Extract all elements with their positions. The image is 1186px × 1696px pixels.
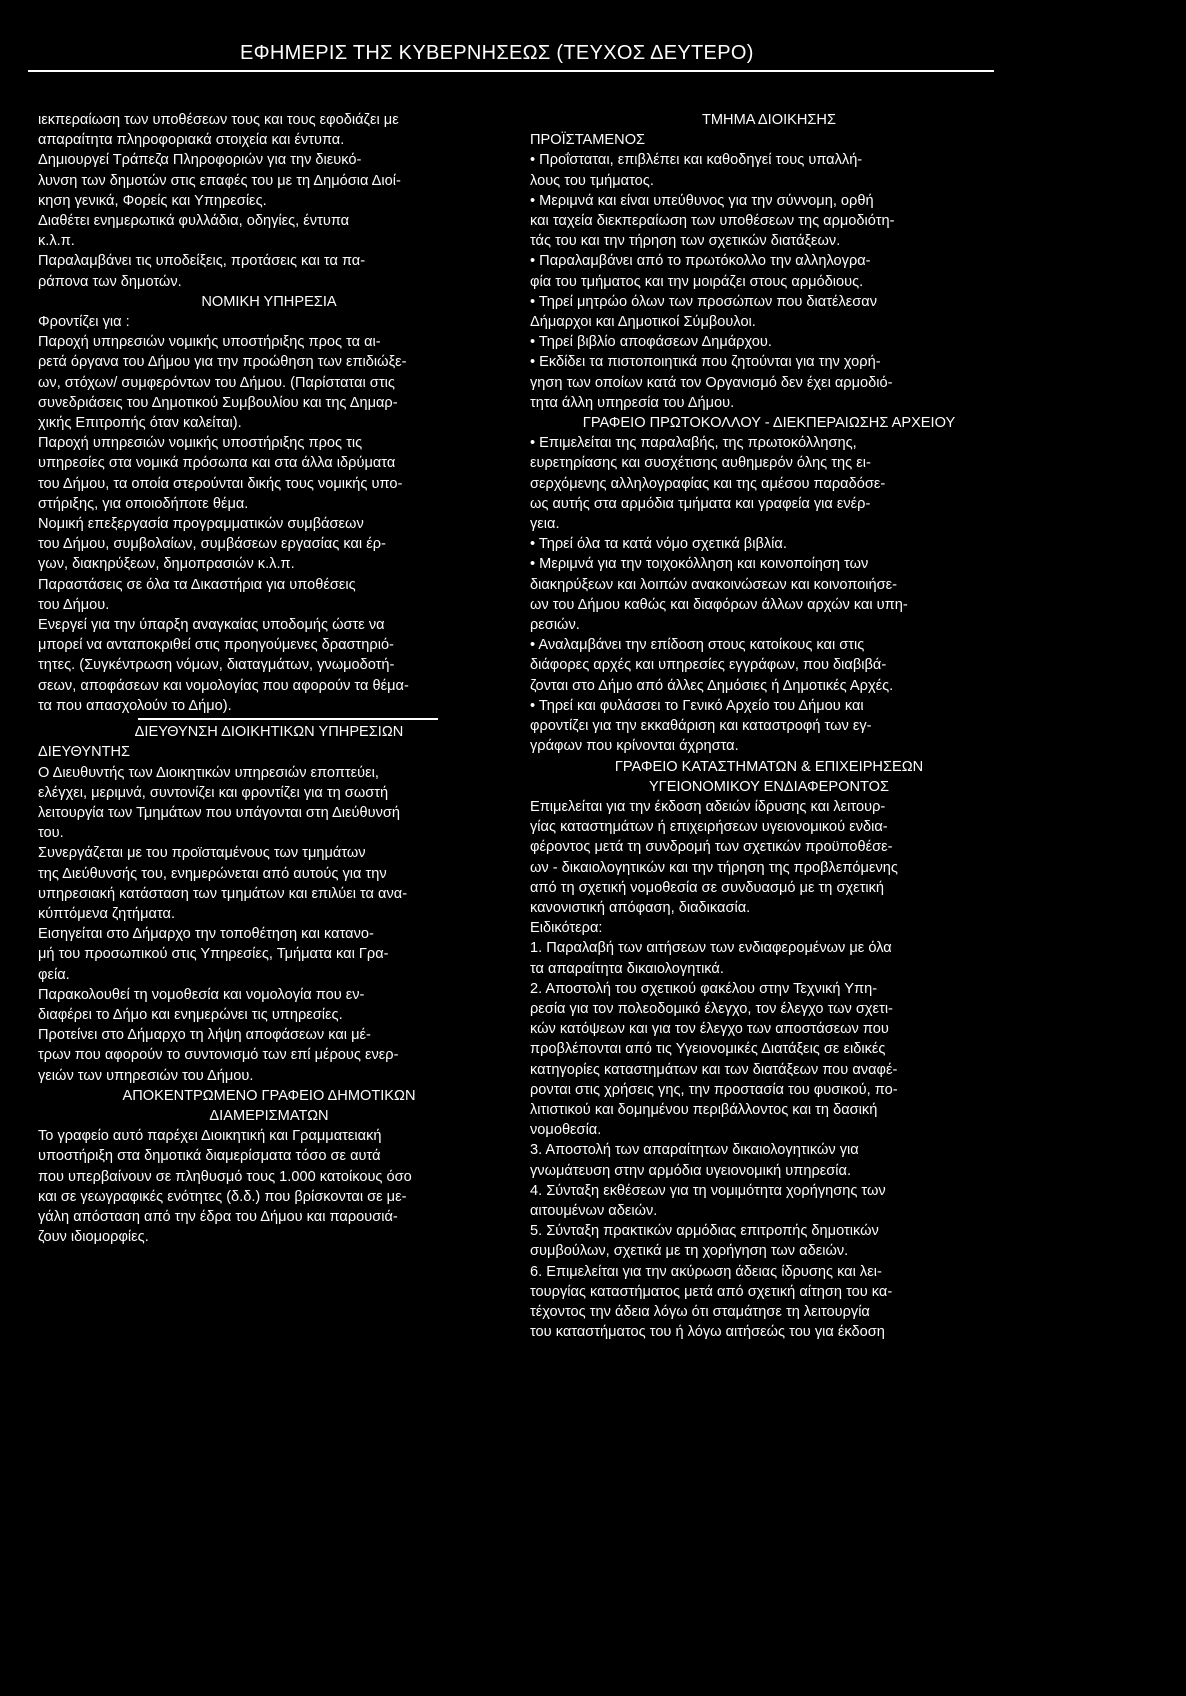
text-line: τητα άλλη υπηρεσία του Δήμου. xyxy=(530,394,735,411)
text-line: νομοθεσία. xyxy=(530,1122,602,1139)
text-line: Ενεργεί για την ύπαρξη αναγκαίας υποδομής ώστε να xyxy=(38,617,385,634)
text-line: ζονται στο Δήμο από άλλες Δημόσιες ή Δημοτικές Αρχές. xyxy=(530,677,894,694)
text-line: κηση γενικά, Φορείς και Υπηρεσίες. xyxy=(38,192,267,209)
text-line: λειτουργία των Τμημάτων που υπάγονται στη Διεύθυνσή xyxy=(38,804,401,821)
text-line: σεων, αποφάσεων και νομολογίας που αφορούν τα θέμα- xyxy=(38,677,409,694)
text-line: φροντίζει για την εκκαθάριση και καταστροφή των εγ- xyxy=(530,718,872,735)
text-line: προβλέπονται από τις Υγειονομικές Διατάξεις σε ειδικές xyxy=(530,1041,886,1058)
text-line: κ.λ.π. xyxy=(38,233,75,250)
text-line: ων του Δήμου καθώς και διαφόρων άλλων αρχών και υπη- xyxy=(530,596,908,613)
text-line: • Επιμελείται της παραλαβής, της πρωτοκόλλησης, xyxy=(530,435,857,452)
text-line: ΠΡΟΪΣΤΑΜΕΝΟΣ xyxy=(530,132,646,149)
text-line: Νομική επεξεργασία προγραμματικών συμβάσεων xyxy=(38,516,364,533)
text-line: Δήμαρχοι και Δημοτικοί Σύμβουλοι. xyxy=(530,314,756,331)
text-line: τρων που αφορούν το συντονισμό των επί μέρους ενερ- xyxy=(38,1047,399,1064)
text-line: Παραλαμβάνει τις υποδείξεις, προτάσεις και τα πα- xyxy=(38,253,366,270)
text-line: 1. Παραλαβή των αιτήσεων των ενδιαφερομένων με όλα xyxy=(530,940,892,957)
text-line: • Μεριμνά για την τοιχοκόλληση και κοινοποίηση των xyxy=(530,556,869,573)
text-line: 2. Αποστολή του σχετικού φακέλου στην Τεχνική Υπη- xyxy=(530,980,878,997)
text-line: του. xyxy=(38,825,64,842)
text-line: Προτείνει στο Δήμαρχο τη λήψη αποφάσεων και μέ- xyxy=(38,1027,371,1044)
text-line: του Δήμου. xyxy=(38,596,110,613)
text-line: ρονται στις χρήσεις γης, την προστασία του φυσικού, πο- xyxy=(530,1081,898,1098)
text-line: του Δήμου, τα οποία στερούνται δικής τους νομικής υπο- xyxy=(38,475,403,492)
text-line: Εισηγείται στο Δήμαρχο την τοποθέτηση και κατανο- xyxy=(38,926,374,943)
text-line: ρετά όργανα του Δήμου για την προώθηση των επιδιώξε- xyxy=(38,354,407,371)
text-line: του Δήμου, συμβολαίων, συμβάσεων εργασίας και έρ- xyxy=(38,536,386,553)
section-heading: ΥΓΕΙΟΝΟΜΙΚΟΥ ΕΝΔΙΑΦΕΡΟΝΤΟΣ xyxy=(648,778,890,795)
text-line: γάλη απόσταση από την έδρα του Δήμου και παρουσιά- xyxy=(38,1208,398,1225)
text-line: τητες. (Συγκέντρωση νόμων, διαταγμάτων, γνωμοδοτή- xyxy=(38,657,395,674)
text-line: 6. Επιμελείται για την ακύρωση άδειας ίδρυσης και λει- xyxy=(530,1263,882,1280)
text-line: μή του προσωπικού στις Υπηρεσίες, Τμήματα και Γρα- xyxy=(38,946,389,963)
text-line: διάφορες αρχές και υπηρεσίες εγγράφων, που διαβιβά- xyxy=(530,657,887,674)
text-line: Διαθέτει ενημερωτικά φυλλάδια, οδηγίες, έντυπα xyxy=(38,213,350,230)
text-line: • Προΐσταται, επιβλέπει και καθοδηγεί τους υπαλλή- xyxy=(530,152,863,169)
text-line: γειών των υπηρεσιών του Δήμου. xyxy=(38,1067,254,1084)
page-header xyxy=(0,40,1186,74)
text-line: φία του τμήματος και την μοιράζει στους αρμόδιους. xyxy=(530,273,864,290)
text-line: κατηγορίες καταστημάτων και των διατάξεων που αναφέ- xyxy=(530,1061,898,1078)
text-line: ως αυτής στα αρμόδια τμήματα και γραφεία για ενέρ- xyxy=(530,495,871,512)
text-line: ελέγχει, μεριμνά, συντονίζει και φροντίζει για τη σωστή xyxy=(38,784,389,801)
text-line: Ο Διευθυντής των Διοικητικών υπηρεσιών εποπτεύει, xyxy=(38,764,379,781)
section-heading: ΓΡΑΦΕΙΟ ΠΡΩΤΟΚΟΛΛΟΥ - ΔΙΕΚΠΕΡΑΙΩΣΗΣ ΑΡΧΕΙΟΥ xyxy=(582,415,956,432)
text-line: Ειδικότερα: xyxy=(530,920,603,937)
text-line: Παροχή υπηρεσιών νομικής υποστήριξης προς τις xyxy=(38,435,363,452)
page-title: ΕΦΗΜΕΡΙΣ ΤΗΣ ΚΥΒΕΡΝΗΣΕΩΣ (ΤΕΥΧΟΣ ΔΕΥΤΕΡΟ) xyxy=(240,42,754,64)
text-line: κών κατόψεων και για τον έλεγχο των αποστάσεων που xyxy=(530,1021,889,1038)
text-line: λους του τμήματος. xyxy=(530,172,654,189)
text-line: γηση των οποίων κατά τον Οργανισμό δεν έχει αρμοδιό- xyxy=(530,374,893,391)
text-line: ρεσιών. xyxy=(530,617,580,634)
text-line: από τη σχετική νομοθεσία σε συνδυασμό με τη σχετική xyxy=(530,879,885,896)
text-line: • Αναλαμβάνει την επίδοση στους κατοίκους και στις xyxy=(530,637,865,654)
text-line: που υπερβαίνουν σε πληθυσμό τους 1.000 κατοίκους όσο xyxy=(38,1168,412,1185)
text-line: τέχοντος την άδεια λόγω ότι σταμάτησε τη λειτουργία xyxy=(530,1303,870,1320)
text-line: διακηρύξεων και λοιπών ανακοινώσεων και κοινοποιήσε- xyxy=(530,576,898,593)
section-heading: ΝΟΜΙΚΗ ΥΠΗΡΕΣΙΑ xyxy=(201,293,337,310)
text-line: Φροντίζει για : xyxy=(38,314,130,331)
section-heading: ΤΜΗΜΑ ΔΙΟΙΚΗΣΗΣ xyxy=(701,112,836,128)
text-line: κανονιστική απόφαση, διαδικασία. xyxy=(530,899,751,916)
text-line: τάς του και την τήρηση των σχετικών διατάξεων. xyxy=(530,233,841,250)
text-line: φεία. xyxy=(38,966,70,983)
text-line: διαφέρει το Δήμο και ενημερώνει τις υπηρεσίες. xyxy=(38,1006,343,1023)
section-heading: ΓΡΑΦΕΙΟ ΚΑΤΑΣΤΗΜΑΤΩΝ & ΕΠΙΧΕΙΡΗΣΕΩΝ xyxy=(614,758,924,775)
left-column xyxy=(38,110,500,1247)
header-rule xyxy=(28,70,994,72)
section-rule xyxy=(138,718,438,720)
text-line: της Διεύθυνσής του, ενημερώνεται από αυτούς για την xyxy=(38,865,387,882)
section-heading: ΑΠΟΚΕΝΤΡΩΜΕΝΟ ΓΡΑΦΕΙΟ ΔΗΜΟΤΙΚΩΝ xyxy=(122,1087,416,1104)
text-line: ων - δικαιολογητικών και την τήρηση της προβλεπόμενης xyxy=(530,859,898,876)
text-line: • Μεριμνά και είναι υπεύθυνος για την σύννομη, ορθή xyxy=(530,192,874,209)
text-line: χικής Επιτροπής όταν καλείται). xyxy=(38,415,242,432)
text-line: Παρακολουθεί τη νομοθεσία και νομολογία που εν- xyxy=(38,986,365,1003)
text-line: στήριξης, για οποιοδήποτε θέμα. xyxy=(38,495,249,512)
text-line: • Τηρεί και φυλάσσει το Γενικό Αρχείο του Δήμου και xyxy=(530,697,864,714)
text-line: σερχόμενης αλληλογραφίας και της αμέσου παραδόσε- xyxy=(530,475,886,492)
section-heading: ΔΙΕΥΘΥΝΣΗ ΔΙΟΙΚΗΤΙΚΩΝ ΥΠΗΡΕΣΙΩΝ xyxy=(134,724,404,741)
text-line: υπηρεσιακή κατάσταση των τμημάτων και επιλύει τα ανα- xyxy=(38,885,408,902)
text-line: κύπτόμενα ζητήματα. xyxy=(38,905,175,922)
text-line: και ταχεία διεκπεραίωση των υποθέσεων της αρμοδιότη- xyxy=(530,213,895,230)
text-line: μπορεί να ανταποκριθεί στις προηγούμενες δραστηριό- xyxy=(38,637,394,654)
text-line: φέροντος μετά τη συνδρομή των σχετικών προϋποθέσε- xyxy=(530,839,893,856)
text-line: γίας καταστημάτων ή επιχειρήσεων υγειονομικού ενδια- xyxy=(530,819,888,836)
text-line: ζουν ιδιομορφίες. xyxy=(38,1229,149,1246)
text-line: • Τηρεί όλα τα κατά νόμο σχετικά βιβλία. xyxy=(530,536,787,553)
text-line: ων, στόχων/ συμφερόντων του Δήμου. (Παρίσταται στις xyxy=(38,374,395,391)
text-line: συνεδριάσεις του Δημοτικού Συμβουλίου και της Δημαρ- xyxy=(38,394,398,411)
text-line: τουργίας καταστήματος μετά από σχετική αίτηση του κα- xyxy=(530,1283,893,1300)
text-line: ρεσία για τον πολεοδομικό έλεγχο, τον έλεγχο των σχετι- xyxy=(530,1000,893,1017)
section-heading: ΔΙΑΜΕΡΙΣΜΑΤΩΝ xyxy=(209,1107,329,1124)
text-line: Παραστάσεις σε όλα τα Δικαστήρια για υποθέσεις xyxy=(38,576,356,593)
text-line: γων, διακηρύξεων, δημοπρασιών κ.λ.π. xyxy=(38,556,295,573)
text-line: Το γραφείο αυτό παρέχει Διοικητική και Γραμματειακή xyxy=(38,1128,382,1145)
text-line: τα απαραίτητα δικαιολογητικά. xyxy=(530,960,724,977)
text-line: υποστήριξη στα δημοτικά διαμερίσματα τόσο σε αυτά xyxy=(38,1148,381,1165)
text-line: συμβούλων, σχετικά με τη χορήγηση των αδειών. xyxy=(530,1243,849,1260)
text-line: • Τηρεί μητρώο όλων των προσώπων που διατέλεσαν xyxy=(530,293,878,310)
right-column xyxy=(530,110,1008,1342)
text-line: Επιμελείται για την έκδοση αδειών ίδρυσης και λειτουρ- xyxy=(530,798,886,815)
text-line: υπηρεσίες στα νομικά πρόσωπα και στα άλλα ιδρύματα xyxy=(38,455,396,472)
text-line: λιτιστικού και δομημένου περιβάλλοντος και τη δασική xyxy=(530,1101,878,1118)
text-line: • Εκδίδει τα πιστοποιητικά που ζητούνται για την χορή- xyxy=(530,354,881,371)
text-line: ράπονα των δημοτών. xyxy=(38,273,182,290)
text-line: • Παραλαμβάνει από το πρωτόκολλο την αλληλογρα- xyxy=(530,253,871,270)
text-line: ευρετηρίασης και συσχέτισης αυθημερόν όλης της ει- xyxy=(530,455,871,472)
text-line: Συνεργάζεται με του προϊσταμένους των τμημάτων xyxy=(38,845,366,862)
text-line: Παροχή υπηρεσιών νομικής υποστήριξης προς τα αι- xyxy=(38,334,381,351)
text-line: αιτουμένων αδειών. xyxy=(530,1202,658,1219)
text-line: λυνση των δημοτών στις επαφές του με τη Δημόσια Διοί- xyxy=(38,172,401,189)
text-line: ιεκπεραίωση των υποθέσεων τους και τους εφοδιάζει με xyxy=(38,112,399,128)
text-line: γράφων που κρίνονται άχρηστα. xyxy=(530,738,739,755)
text-line: τα που απασχολούν το Δήμο). xyxy=(38,697,232,714)
text-line: γνωμάτευση στην αρμόδια υγειονομική υπηρεσία. xyxy=(530,1162,852,1179)
text-line: γεια. xyxy=(530,516,560,533)
text-line: 4. Σύνταξη εκθέσεων για τη νομιμότητα χορήγησης των xyxy=(530,1182,886,1199)
text-line: Δημιουργεί Τράπεζα Πληροφοριών για την διευκό- xyxy=(38,152,362,169)
text-line: του καταστήματος του ή λόγω αιτήσεώς του για έκδοση xyxy=(530,1324,885,1341)
text-line: ΔΙΕΥΘΥΝΤΗΣ xyxy=(38,744,131,761)
text-line: και σε γεωγραφικές ενότητες (δ.δ.) που βρίσκονται σε με- xyxy=(38,1188,407,1205)
text-line: 5. Σύνταξη πρακτικών αρμόδιας επιτροπής δημοτικών xyxy=(530,1223,879,1240)
text-line: 3. Αποστολή των απαραίτητων δικαιολογητικών για xyxy=(530,1142,859,1159)
text-line: • Τηρεί βιβλίο αποφάσεων Δημάρχου. xyxy=(530,334,772,351)
text-line: απαραίτητα πληροφοριακά στοιχεία και έντυπα. xyxy=(38,132,345,149)
